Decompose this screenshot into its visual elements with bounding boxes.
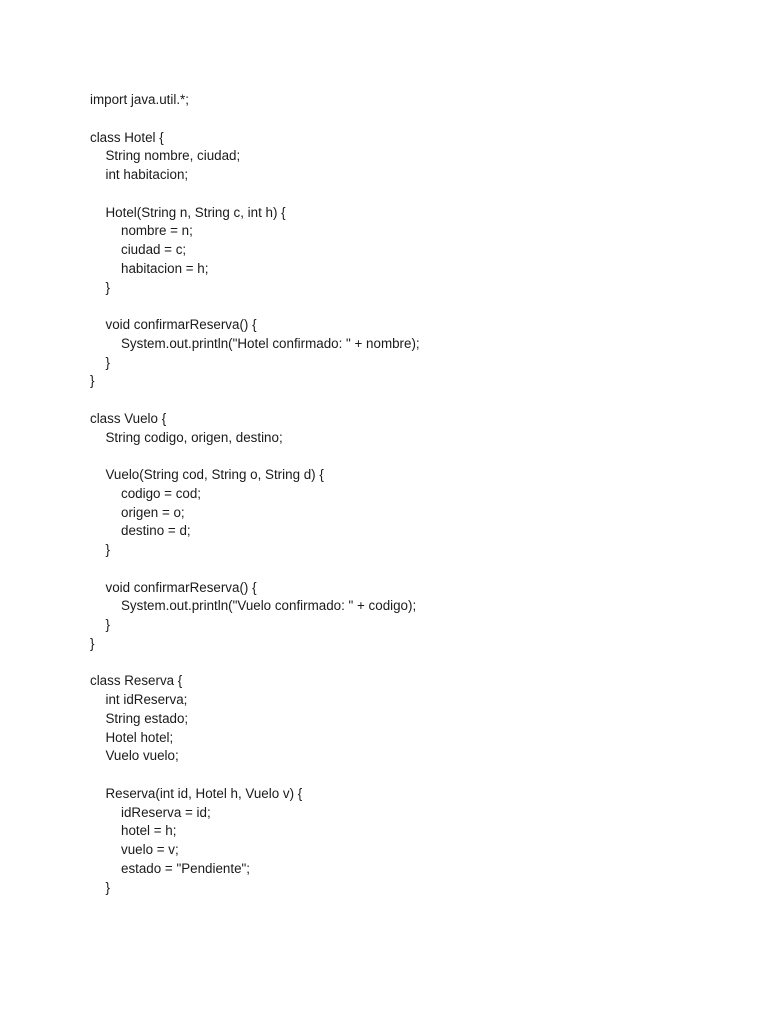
code-block: [90, 91, 730, 897]
code-line: }: [105, 279, 110, 295]
code-line: estado = "Pendiente";: [121, 860, 251, 876]
code-line: habitacion = h;: [121, 260, 209, 276]
code-line: vuelo = v;: [121, 842, 179, 857]
code-line: }: [105, 542, 110, 557]
blank-line: [90, 766, 730, 785]
code-line: int idReserva;: [105, 692, 188, 707]
code-line: hotel = h;: [121, 823, 177, 839]
code-line: }: [105, 879, 110, 895]
code-line: }: [105, 617, 110, 632]
blank-line: [90, 391, 730, 410]
code-line: class Reserva {: [90, 673, 183, 689]
code-line: }: [90, 373, 95, 389]
code-line: void confirmarReserva() {: [105, 317, 257, 332]
code-line: System.out.println("Hotel confirmado: " + nombre);: [121, 335, 420, 351]
code-line: codigo = cod;: [121, 485, 202, 501]
code-line: origen = o;: [121, 504, 185, 520]
code-line: import java.util.*;: [90, 92, 189, 107]
blank-line: [90, 297, 730, 316]
code-line: idReserva = id;: [121, 804, 211, 820]
code-line: String codigo, origen, destino;: [105, 429, 283, 445]
code-line: String estado;: [105, 710, 189, 726]
code-line: Hotel hotel;: [105, 729, 174, 745]
code-line: }: [105, 354, 110, 370]
code-line: Vuelo vuelo;: [105, 748, 179, 764]
code-line: int habitacion;: [105, 167, 189, 182]
code-line: ciudad = c;: [121, 242, 187, 257]
code-line: String nombre, ciudad;: [105, 148, 241, 164]
code-line: }: [90, 635, 95, 651]
blank-line: [90, 447, 730, 466]
code-line: Reserva(int id, Hotel h, Vuelo v) {: [105, 785, 303, 801]
blank-line: [90, 185, 730, 204]
code-line: class Hotel {: [90, 129, 164, 145]
code-line: Hotel(String n, String c, int h) {: [105, 204, 286, 220]
blank-line: [90, 654, 730, 673]
blank-line: [90, 560, 730, 579]
code-line: nombre = n;: [121, 223, 193, 239]
code-line: class Vuelo {: [90, 410, 167, 426]
code-line: System.out.println("Vuelo confirmado: " + codigo);: [121, 598, 417, 614]
blank-line: [90, 110, 730, 129]
code-line: Vuelo(String cod, String o, String d) {: [105, 467, 324, 482]
code-line: destino = d;: [121, 523, 191, 539]
code-line: void confirmarReserva() {: [105, 579, 257, 595]
